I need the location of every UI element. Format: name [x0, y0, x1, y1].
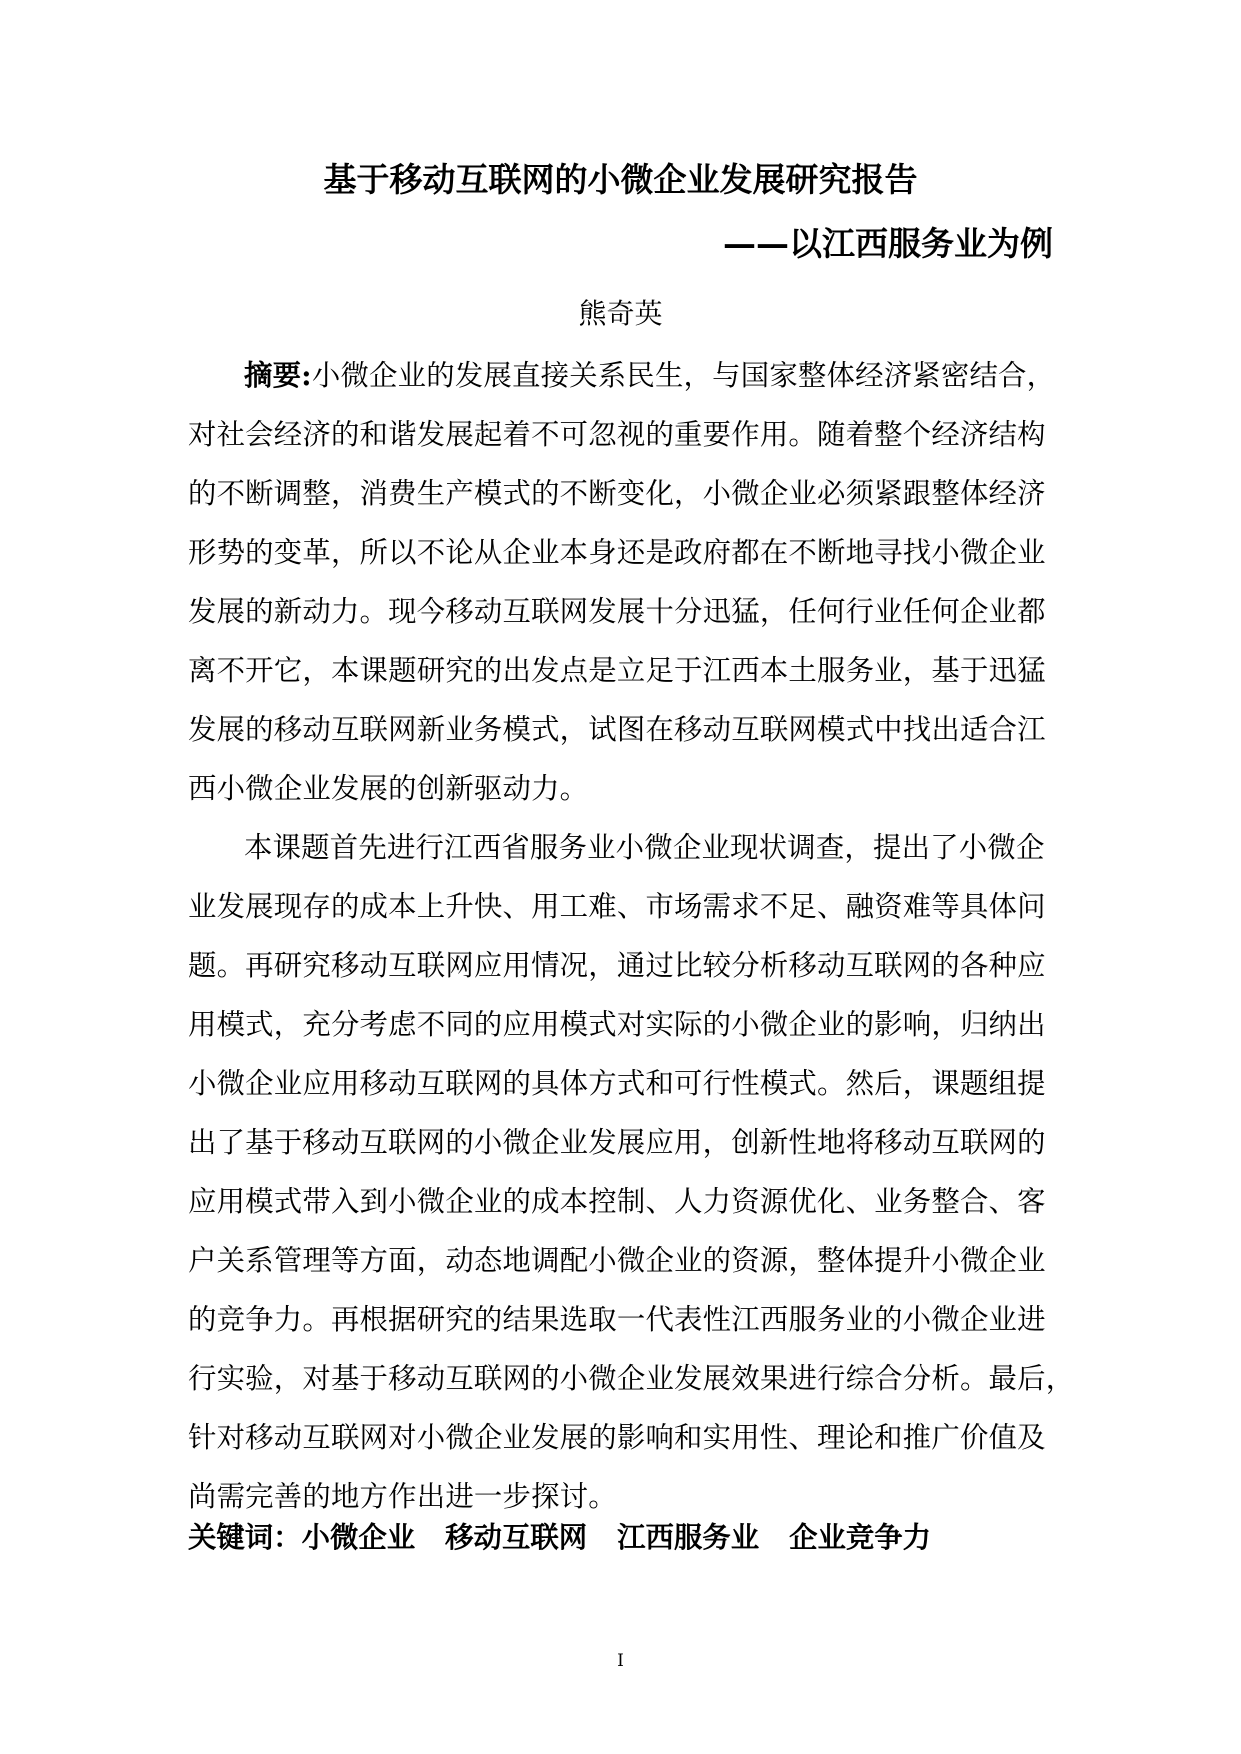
paragraph-line: 发展的移动互联网新业务模式，试图在移动互联网模式中找出适合江: [188, 713, 1046, 746]
page-number: I: [617, 1651, 624, 1671]
keyword: 企业竞争力: [789, 1520, 932, 1554]
paragraph-line: 本课题首先进行江西省服务业小微企业现状调查，提出了小微企: [244, 831, 1045, 864]
paragraph-line: 离不开它，本课题研究的出发点是立足于江西本土服务业，基于迅猛: [188, 654, 1046, 687]
paragraph-line: 出了基于移动互联网的小微企业发展应用，创新性地将移动互联网的: [188, 1126, 1046, 1159]
abstract-label: 摘要:: [244, 358, 312, 392]
keyword: 江西服务业: [617, 1520, 760, 1554]
paragraph-line: 的不断调整，消费生产模式的不断变化，小微企业必须紧跟整体经济: [188, 477, 1046, 510]
paragraph-line: 形势的变革，所以不论从企业本身还是政府都在不断地寻找小微企业: [188, 536, 1046, 569]
keywords-line: [188, 1515, 931, 1559]
paragraph-line: 业发展现存的成本上升快、用工难、市场需求不足、融资难等具体问: [188, 890, 1046, 923]
paragraph-line: [188, 346, 1056, 405]
keyword: 移动互联网: [445, 1520, 588, 1554]
abstract-line-text: 小微企业的发展直接关系民生，与国家整体经济紧密结合，: [311, 359, 1056, 392]
paragraph-line: 小微企业应用移动互联网的具体方式和可行性模式。然后，课题组提: [188, 1067, 1046, 1100]
paragraph-line: 行实验，对基于移动互联网的小微企业发展效果进行综合分析。最后，: [188, 1362, 1075, 1395]
document-title: 基于移动互联网的小微企业发展研究报告: [323, 160, 918, 199]
paragraph-line: 发展的新动力。现今移动互联网发展十分迅猛，任何行业任何企业都: [188, 595, 1046, 628]
paragraph-line: 西小微企业发展的创新驱动力。: [188, 772, 589, 805]
keyword: 小微企业: [301, 1520, 416, 1554]
abstract-paragraph: [188, 346, 1056, 818]
paragraph-line: 应用模式带入到小微企业的成本控制、人力资源优化、业务整合、客: [188, 1185, 1046, 1218]
paragraph-line: 用模式，充分考虑不同的应用模式对实际的小微企业的影响，归纳出: [188, 1008, 1046, 1041]
paragraph-line: 户关系管理等方面，动态地调配小微企业的资源，整体提升小微企业: [188, 1244, 1046, 1277]
paragraph-line: 针对移动互联网对小微企业发展的影响和实用性、理论和推广价值及: [188, 1421, 1046, 1454]
paragraph-line: 题。再研究移动互联网应用情况，通过比较分析移动互联网的各种应: [188, 949, 1046, 982]
body-paragraph: [188, 818, 1075, 1526]
keywords-label: 关键词：: [188, 1520, 302, 1554]
document-subtitle: ——以江西服务业为例: [723, 224, 1053, 263]
paragraph-line: 的竞争力。再根据研究的结果选取一代表性江西服务业的小微企业进: [188, 1303, 1046, 1336]
paragraph-line: 尚需完善的地方作出进一步探讨。: [188, 1480, 617, 1513]
author-name: 熊奇英: [578, 297, 663, 330]
paragraph-line: 对社会经济的和谐发展起着不可忽视的重要作用。随着整个经济结构: [188, 418, 1046, 451]
